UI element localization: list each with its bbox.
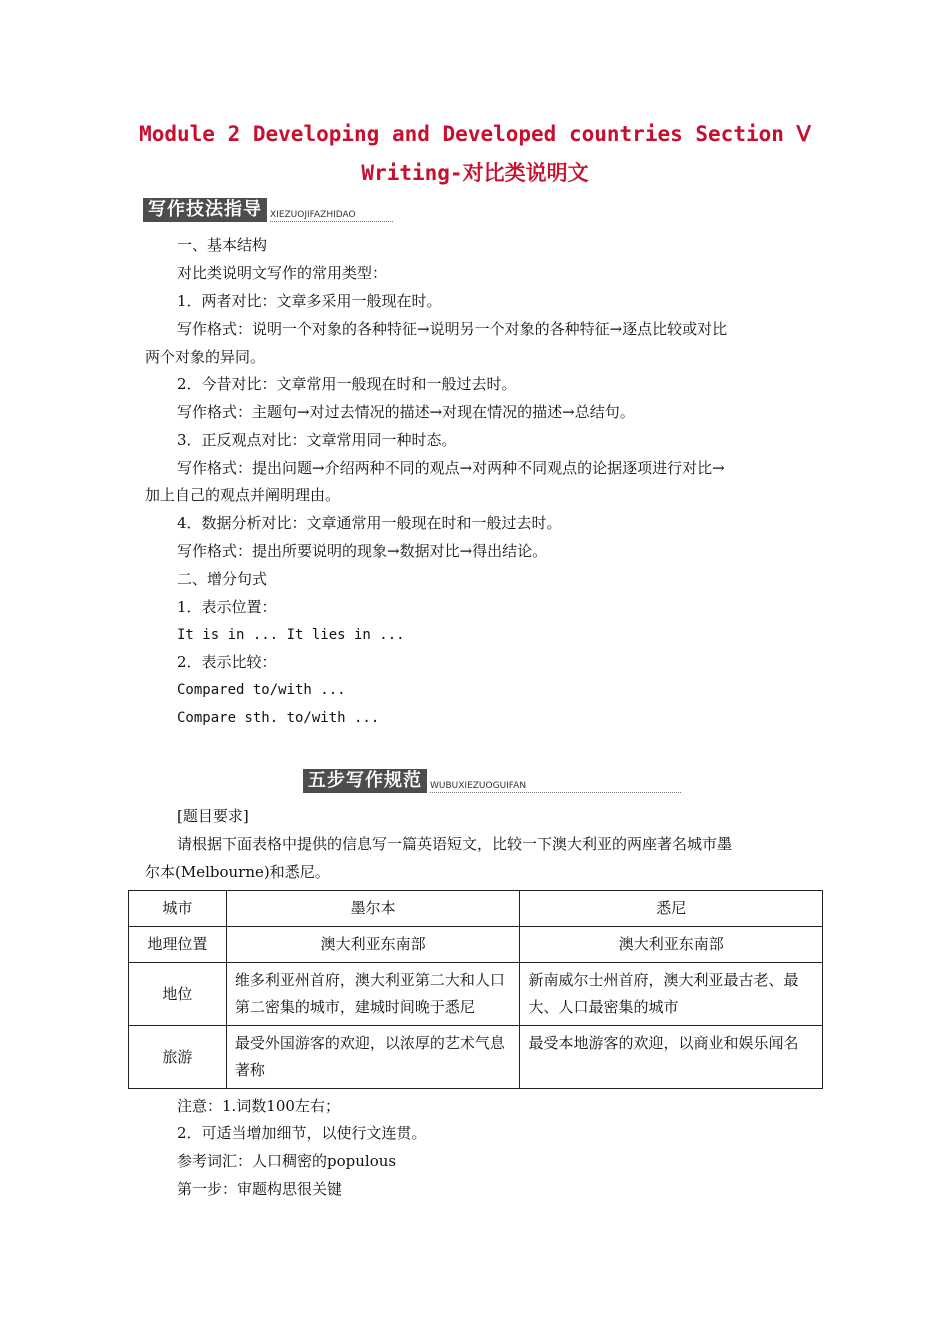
task-heading: [题目要求]: [177, 807, 249, 825]
paragraph-line: 2．今昔对比：文章常用一般现在时和一般过去时。: [177, 375, 517, 393]
paragraph-line: 加上自己的观点并阐明理由。: [145, 486, 341, 504]
paragraph-line: 4．数据分析对比：文章通常用一般现在时和一般过去时。: [177, 514, 562, 532]
paragraph-line: 请根据下面表格中提供的信息写一篇英语短文，比较一下澳大利亚的两座著名城市墨: [177, 835, 733, 853]
example-sentence: Compare sth. to/with ...: [177, 710, 380, 726]
paragraph-line: 对比类说明文写作的常用类型：: [177, 264, 388, 282]
paragraph-line: 两个对象的异同。: [145, 348, 266, 366]
document-title-line1: Module 2 Developing and Developed countries Section Ⅴ: [139, 122, 811, 146]
example-sentence: Compared to/with ...: [177, 682, 346, 698]
note-line: 参考词汇：人口稠密的populous: [177, 1152, 397, 1170]
banner-subtitle: WUBUXIEZUOGUIFAN: [430, 781, 681, 793]
table-cell: 维多利亚州首府，澳大利亚第二大和人口第二密集的城市，建城时间晚于悉尼: [226, 963, 520, 1026]
paragraph-line: 写作格式：提出所要说明的现象→数据对比→得出结论。: [177, 542, 548, 560]
table-header-cell: 城市: [129, 891, 227, 927]
heading-bonus-sentences: 二、增分句式: [177, 570, 268, 588]
banner-subtitle: XIEZUOJIFAZHIDAO: [270, 210, 393, 222]
paragraph-line: 1．表示位置：: [177, 598, 277, 616]
paragraph-line: 写作格式：提出问题→介绍两种不同的观点→对两种不同观点的论据逐项进行对比→: [177, 459, 725, 477]
step-heading: 第一步：审题构思很关键: [177, 1180, 343, 1198]
document-title-line2: Writing-对比类说明文: [361, 161, 589, 185]
paragraph-line: 3．正反观点对比：文章常用同一种时态。: [177, 431, 457, 449]
paragraph-line: 尔本(Melbourne)和悉尼。: [145, 863, 330, 881]
table-cell: 新南威尔士州首府，澳大利亚最古老、最大、人口最密集的城市: [520, 963, 823, 1026]
banner-label: 写作技法指导: [143, 198, 267, 222]
city-comparison-table: [128, 890, 823, 1089]
paragraph-line: 2．表示比较：: [177, 653, 277, 671]
section-banner-five-steps: [303, 767, 681, 793]
table-header-row: [129, 891, 823, 927]
table-row: [129, 963, 823, 1026]
note-line: 2．可适当增加细节，以使行文连贯。: [177, 1124, 427, 1142]
table-header-cell: 悉尼: [520, 891, 823, 927]
note-line: 注意：1.词数100左右；: [177, 1097, 340, 1115]
example-sentence: It is in ... It lies in ...: [177, 627, 405, 643]
table-header-cell: 墨尔本: [226, 891, 520, 927]
banner-label: 五步写作规范: [303, 769, 427, 793]
table-cell: 澳大利亚东南部: [226, 927, 520, 963]
table-cell: 地理位置: [129, 927, 227, 963]
table-cell: 地位: [129, 963, 227, 1026]
table-cell: 最受外国游客的欢迎，以浓厚的艺术气息著称: [226, 1026, 520, 1089]
paragraph-line: 写作格式：主题句→对过去情况的描述→对现在情况的描述→总结句。: [177, 403, 635, 421]
table-cell: 旅游: [129, 1026, 227, 1089]
paragraph-line: 1．两者对比：文章多采用一般现在时。: [177, 292, 442, 310]
table-cell: 最受本地游客的欢迎，以商业和娱乐闻名: [520, 1026, 823, 1089]
paragraph-line: 写作格式：说明一个对象的各种特征→说明另一个对象的各种特征→逐点比较或对比: [177, 320, 728, 338]
table-row: [129, 927, 823, 963]
table-cell: 澳大利亚东南部: [520, 927, 823, 963]
heading-basic-structure: 一、基本结构: [177, 236, 268, 254]
table-row: [129, 1026, 823, 1089]
section-banner-writing-skills: [143, 196, 393, 222]
